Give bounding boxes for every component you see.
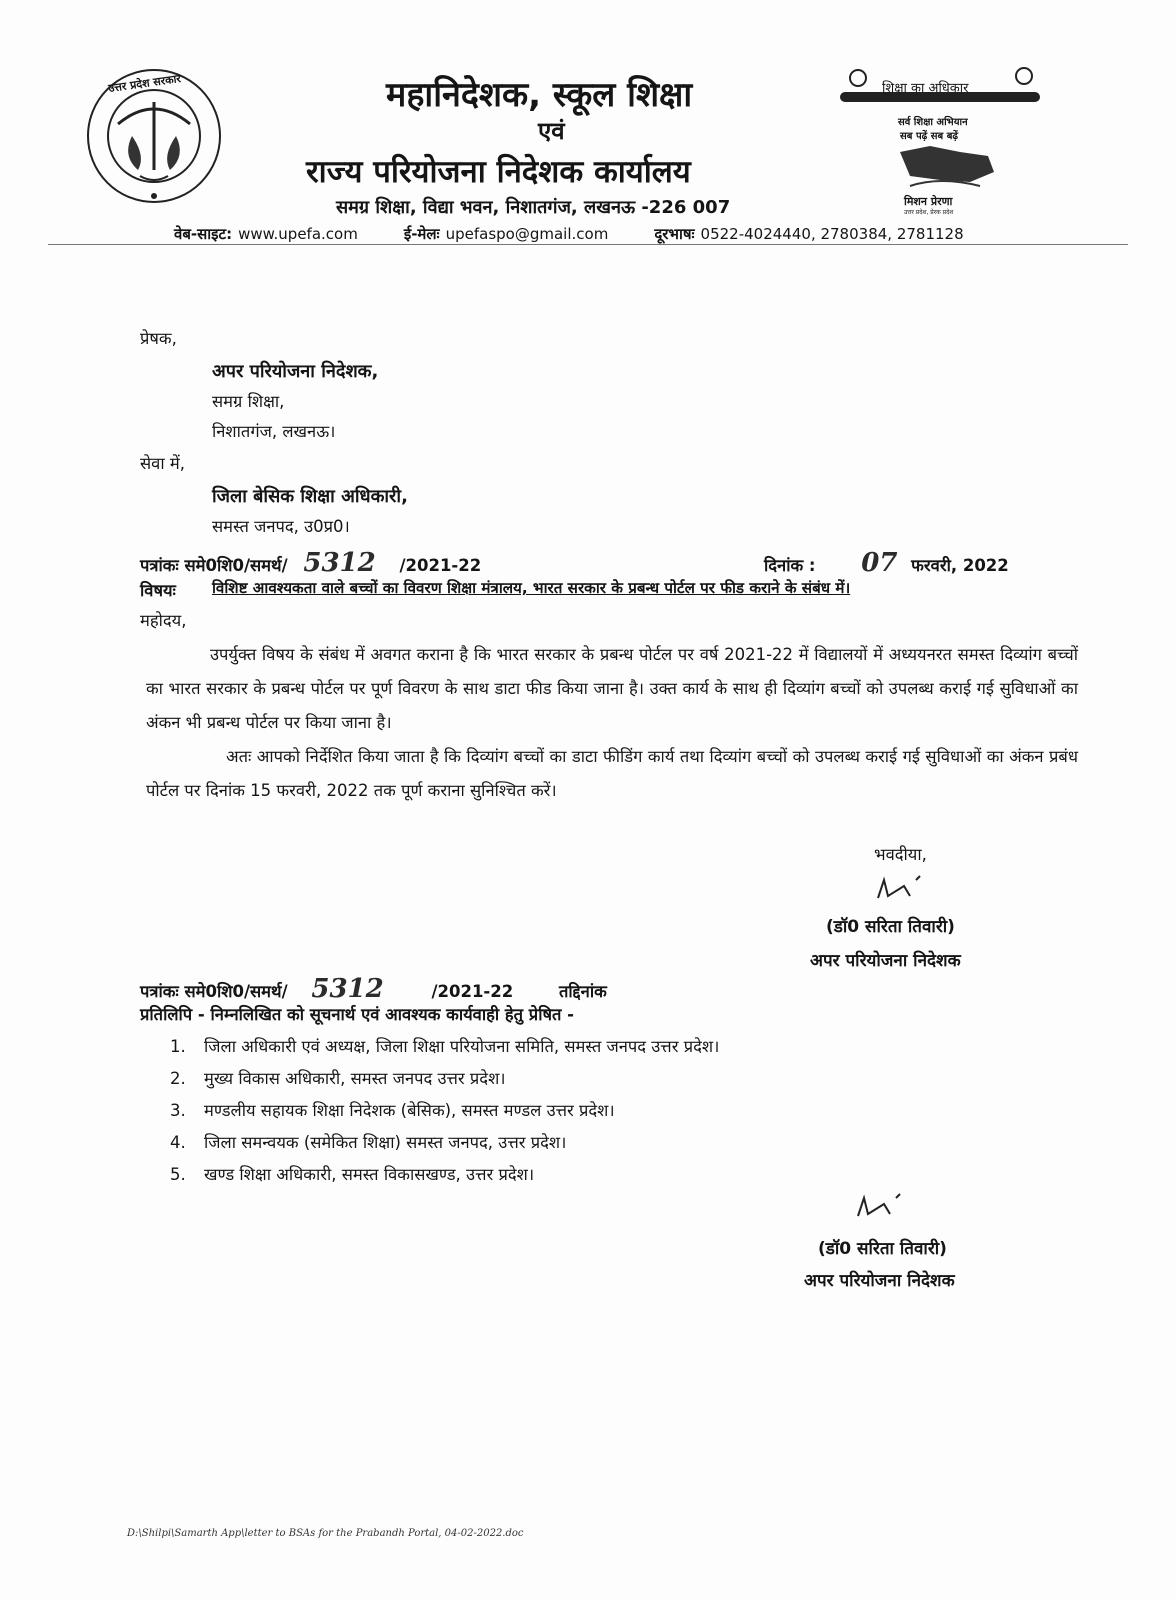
rte-logo — [840, 62, 1040, 216]
reference-line — [140, 548, 481, 578]
recipient-label: सेवा में, — [140, 454, 185, 473]
salutation: महोदय, — [140, 611, 187, 630]
reference-prefix: समे0शि0/समर्थ/ — [184, 556, 288, 575]
sender-label: प्रेषक, — [140, 329, 177, 348]
email: ई-मेलः upefaspo@gmail.com — [403, 225, 609, 243]
emblem-text: उत्तर प्रदेश सरकार — [107, 71, 182, 96]
recipient-designation: जिला बेसिक शिक्षा अधिकारी, — [212, 486, 408, 507]
signature-2 — [850, 1190, 910, 1230]
contact-line — [174, 224, 994, 244]
signatory-designation: अपर परियोजना निदेशक — [810, 951, 961, 971]
copy-reference-label: पत्रांकः — [140, 982, 179, 1001]
sender-line2: समग्र शिक्षा, — [212, 392, 285, 411]
subject-text: विशिष्ट आवश्यकता वाले बच्चों का विवरण शिक्षा मंत्रालय, भारत सरकार के प्रबन्ध पोर्टल पर फीड कराने के संबंध में। — [212, 579, 851, 597]
copy-heading: प्रतिलिपि - निम्नलिखित को सूचनार्थ एवं आवश्यक कार्यवाही हेतु प्रेषित - — [140, 1005, 575, 1024]
header-address: समग्र शिक्षा, विद्या भवन, निशातगंज, लखनऊ -226 007 — [336, 197, 731, 218]
copy-reference-line — [140, 974, 607, 1004]
sender-line3: निशातगंज, लखनऊ। — [212, 422, 336, 441]
sender-designation: अपर परियोजना निदेशक, — [212, 361, 379, 382]
date-line — [764, 548, 1009, 578]
header-conjunction: एवं — [538, 117, 565, 145]
copy-reference-date: तद्दिनांक — [559, 982, 607, 1001]
recipient-line2: समस्त जनपद, उ0प्र0। — [212, 517, 350, 536]
website: वेब-साइट: www.upefa.com — [174, 225, 358, 243]
signatory-designation-2: अपर परियोजना निदेशक — [804, 1271, 955, 1291]
rte-tagline: शिक्षा का अधिकार — [882, 81, 969, 96]
file-path: D:\Shilpi\Samarth App\letter to BSAs for the Prabandh Portal, 04-02-2022.doc — [127, 1528, 524, 1539]
signatory-name: (डॉ0 सरिता तिवारी) — [826, 917, 955, 937]
reference-number: 5312 — [303, 548, 376, 578]
date-label: दिनांक : — [764, 556, 816, 575]
ssa-name: सर्व शिक्षा अभियान — [898, 117, 968, 128]
subject-label: विषयः — [140, 581, 176, 600]
up-map-icon — [890, 142, 1000, 192]
mission-prerna: मिशन प्रेरणा — [904, 195, 953, 208]
date-day: 07 — [861, 548, 898, 578]
date-rest: फरवरी, 2022 — [911, 556, 1009, 575]
list-item: 1. जिला अधिकारी एवं अध्यक्ष, जिला शिक्षा परियोजना समिति, समस्त जनपद उत्तर प्रदेश। — [170, 1037, 720, 1056]
paragraph-1: उपर्युक्त विषय के संबंध में अवगत कराना है कि भारत सरकार के प्रबन्ध पोर्टल पर वर्ष 2021-22 में विद्यालयों में अध्ययनरत समस्त दिव्यांग बच्चों का भारत सरकार के प्रबन्ध पोर्टल पर पूर्ण विवरण के साथ डाटा फीड किया जाना है। उक्त कार्य के साथ ही दिव्यांग बच्चों को उपलब्ध कराई गई सुविधाओं का अंकन भी प्रबन्ध पोर्टल पर किया जाना है। — [146, 645, 1078, 732]
ssa-motto: सब पढ़ें सब बढ़ें — [900, 131, 959, 142]
mission-prerna-sub: उत्तर प्रदेश, प्रेरक प्रदेश — [904, 209, 954, 216]
reference-label: पत्रांकः — [140, 556, 179, 575]
header-office: राज्य परियोजना निदेशक कार्यालय — [306, 154, 691, 190]
header-title: महानिदेशक, स्कूल शिक्षा — [386, 75, 693, 115]
closing-yours: भवदीया, — [874, 845, 927, 864]
signatory-name-2: (डॉ0 सरिता तिवारी) — [818, 1239, 947, 1259]
copy-reference-prefix: समे0शि0/समर्थ/ — [184, 982, 288, 1001]
list-item: 3. मण्डलीय सहायक शिक्षा निदेशक (बेसिक), समस्त मण्डल उत्तर प्रदेश। — [170, 1101, 615, 1120]
list-item: 2. मुख्य विकास अधिकारी, समस्त जनपद उत्तर प्रदेश। — [170, 1069, 506, 1088]
signature-1 — [870, 872, 930, 912]
paragraph-2: अतः आपको निर्देशित किया जाता है कि दिव्यांग बच्चों का डाटा फीडिंग कार्य तथा दिव्यांग बच्चों को उपलब्ध कराई गई सुविधाओं का अंकन प्रबंध पोर्टल पर दिनांक 15 फरवरी, 2022 तक पूर्ण कराना सुनिश्चित करें। — [146, 747, 1078, 800]
copy-reference-number: 5312 — [311, 974, 384, 1004]
list-item: 5. खण्ड शिक्षा अधिकारी, समस्त विकासखण्ड, उत्तर प्रदेश। — [170, 1165, 535, 1184]
phone: दूरभाषः 0522-4024440, 2780384, 2781128 — [654, 225, 964, 243]
reference-year: /2021-22 — [399, 556, 482, 575]
header-divider — [48, 244, 1128, 245]
copy-reference-year: /2021-22 — [431, 982, 514, 1001]
list-item: 4. जिला समन्वयक (समेकित शिक्षा) समस्त जनपद, उत्तर प्रदेश। — [170, 1133, 567, 1152]
